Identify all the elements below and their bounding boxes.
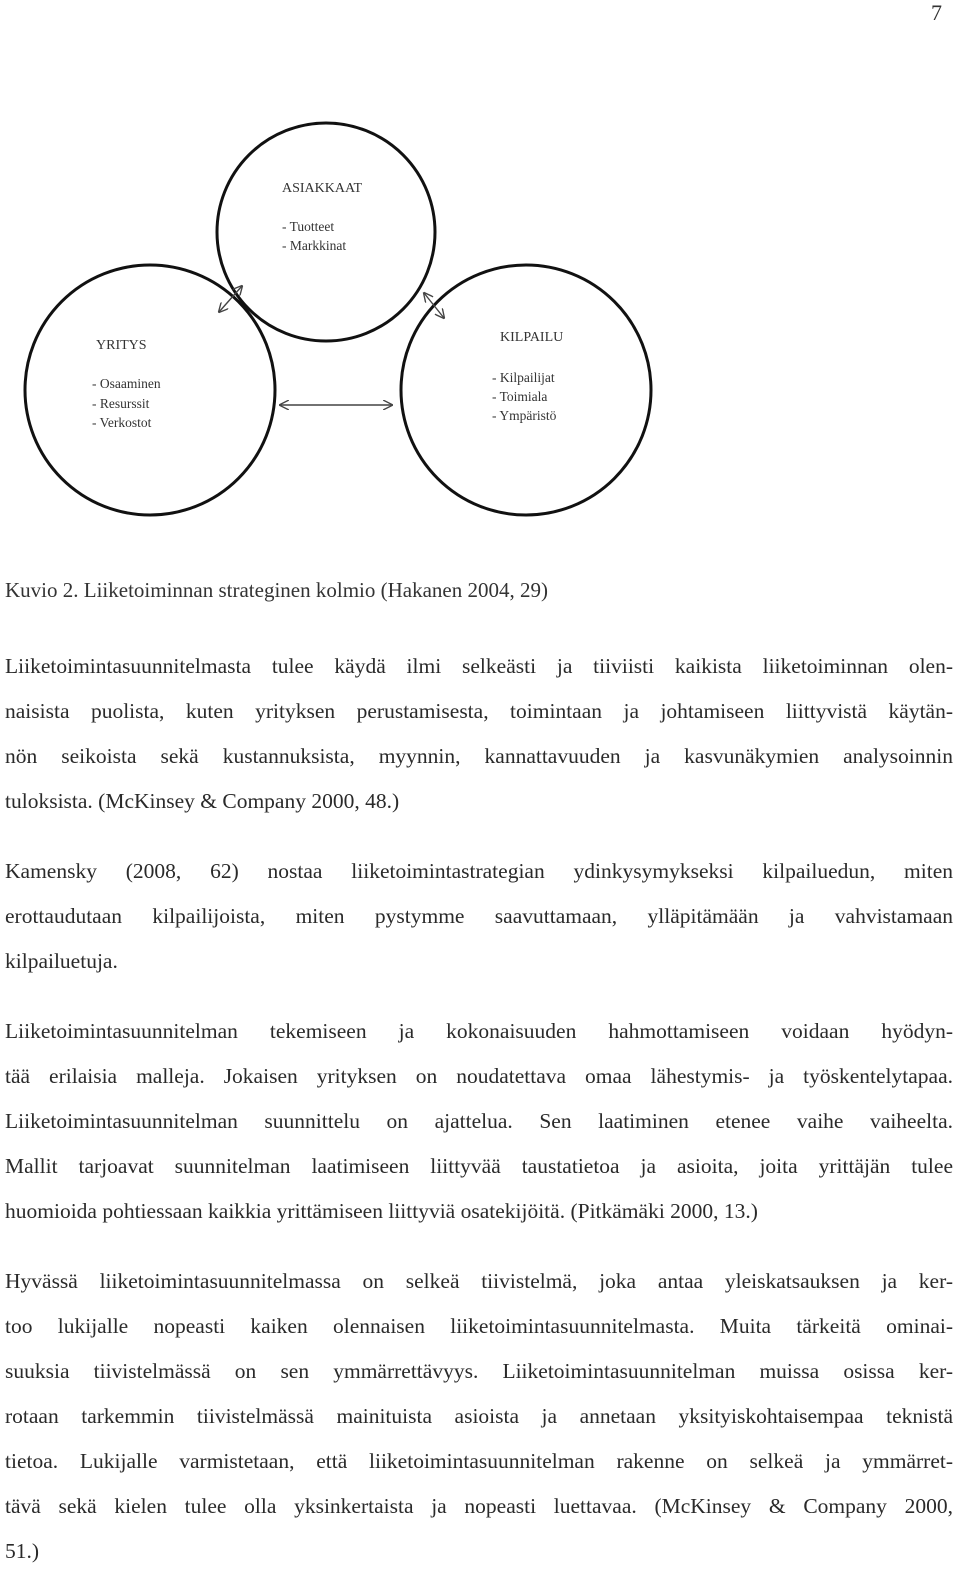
paragraph-line: Liiketoimintasuunnitelmasta tulee käydä ilmi selkeästi ja tiiviisti kaikista liiketoiminnan olen- xyxy=(5,654,953,678)
paragraph-line: tävä sekä kielen tulee olla yksinkertaista ja nopeasti luettavaa. (McKinsey & Company 2000, xyxy=(5,1494,953,1518)
paragraph-line: Kamensky (2008, 62) nostaa liiketoimintastrategian ydinkysymykseksi kilpailuedun, miten xyxy=(5,859,953,883)
paragraph-1 xyxy=(5,644,953,824)
paragraph-line: Mallit tarjoavat suunnitelman laatimiseen liittyvää taustatietoa ja asioita, joita yrittäjän tulee xyxy=(5,1154,953,1178)
paragraph-line: nön seikoista sekä kustannuksista, myynnin, kannattavuuden ja kasvunäkymien analysoinnin xyxy=(5,744,953,768)
yritys-title: YRITYS xyxy=(96,338,147,353)
paragraph-line: naisista puolista, kuten yrityksen perustamisesta, toimintaan ja johtamiseen liittyvistä käytän- xyxy=(5,699,953,723)
figure-caption: Kuvio 2. Liiketoiminnan strateginen kolmio (Hakanen 2004, 29) xyxy=(5,578,548,602)
page-number: 7 xyxy=(931,0,942,25)
paragraph-4 xyxy=(5,1259,953,1574)
paragraph-line: rotaan tarkemmin tiivistelmässä mainituista asioista ja annetaan yksityiskohtaisempaa teknistä xyxy=(5,1404,953,1428)
yritys-item: - Verkostot xyxy=(92,415,152,430)
paragraph-line: Liiketoimintasuunnitelman tekemiseen ja kokonaisuuden hahmottamiseen voidaan hyödyn- xyxy=(5,1019,953,1043)
kilpailu-title: KILPAILU xyxy=(500,330,564,345)
paragraph-3 xyxy=(5,1009,953,1234)
asiakkaat-title: ASIAKKAAT xyxy=(282,181,363,196)
kilpailu-item: - Toimiala xyxy=(492,389,548,404)
paragraph-line: tää erilaisia malleja. Jokaisen yrityksen on noudatettava omaa lähestymis- ja työskentelytapaa. xyxy=(5,1064,953,1088)
asiakkaat-item: - Tuotteet xyxy=(282,219,335,234)
yritys-item: - Resurssit xyxy=(92,396,150,411)
paragraph-line: suuksia tiivistelmässä on sen ymmärrettävyys. Liiketoimintasuunnitelman muissa osissa ker- xyxy=(5,1359,953,1383)
paragraph-line: erottaudutaan kilpailijoista, miten pystymme saavuttamaan, ylläpitämään ja vahvistamaan xyxy=(5,904,953,928)
paragraph-line: Hyvässä liiketoimintasuunnitelmassa on selkeä tiivistelmä, joka antaa yleiskatsauksen ja ker- xyxy=(5,1269,953,1293)
kilpailu-item: - Kilpailijat xyxy=(492,370,555,385)
paragraph-2 xyxy=(5,849,953,984)
paragraph-line: tietoa. Lukijalle varmistetaan, että liiketoimintasuunnitelman rakenne on selkeä ja ymmärret- xyxy=(5,1449,953,1473)
strategic-triangle-diagram xyxy=(0,0,960,560)
paragraph-line: too lukijalle nopeasti kaiken olennaisen liiketoimintasuunnitelmasta. Muita tärkeitä ominai- xyxy=(5,1314,953,1338)
paragraph-line: tuloksista. (McKinsey & Company 2000, 48.) xyxy=(5,789,400,813)
asiakkaat-item: - Markkinat xyxy=(282,238,347,253)
paragraph-line: kilpailuetuja. xyxy=(5,949,118,973)
paragraph-line: 51.) xyxy=(5,1539,40,1563)
paragraph-line: huomioida pohtiessaan kaikkia yrittämiseen liittyviä osatekijöitä. (Pitkämäki 2000, 13.) xyxy=(5,1199,758,1223)
kilpailu-item: - Ympäristö xyxy=(492,408,557,423)
paragraph-line: Liiketoimintasuunnitelman suunnittelu on ajattelua. Sen laatiminen etenee vaihe vaiheelta. xyxy=(5,1109,953,1133)
yritys-item: - Osaaminen xyxy=(92,376,161,391)
